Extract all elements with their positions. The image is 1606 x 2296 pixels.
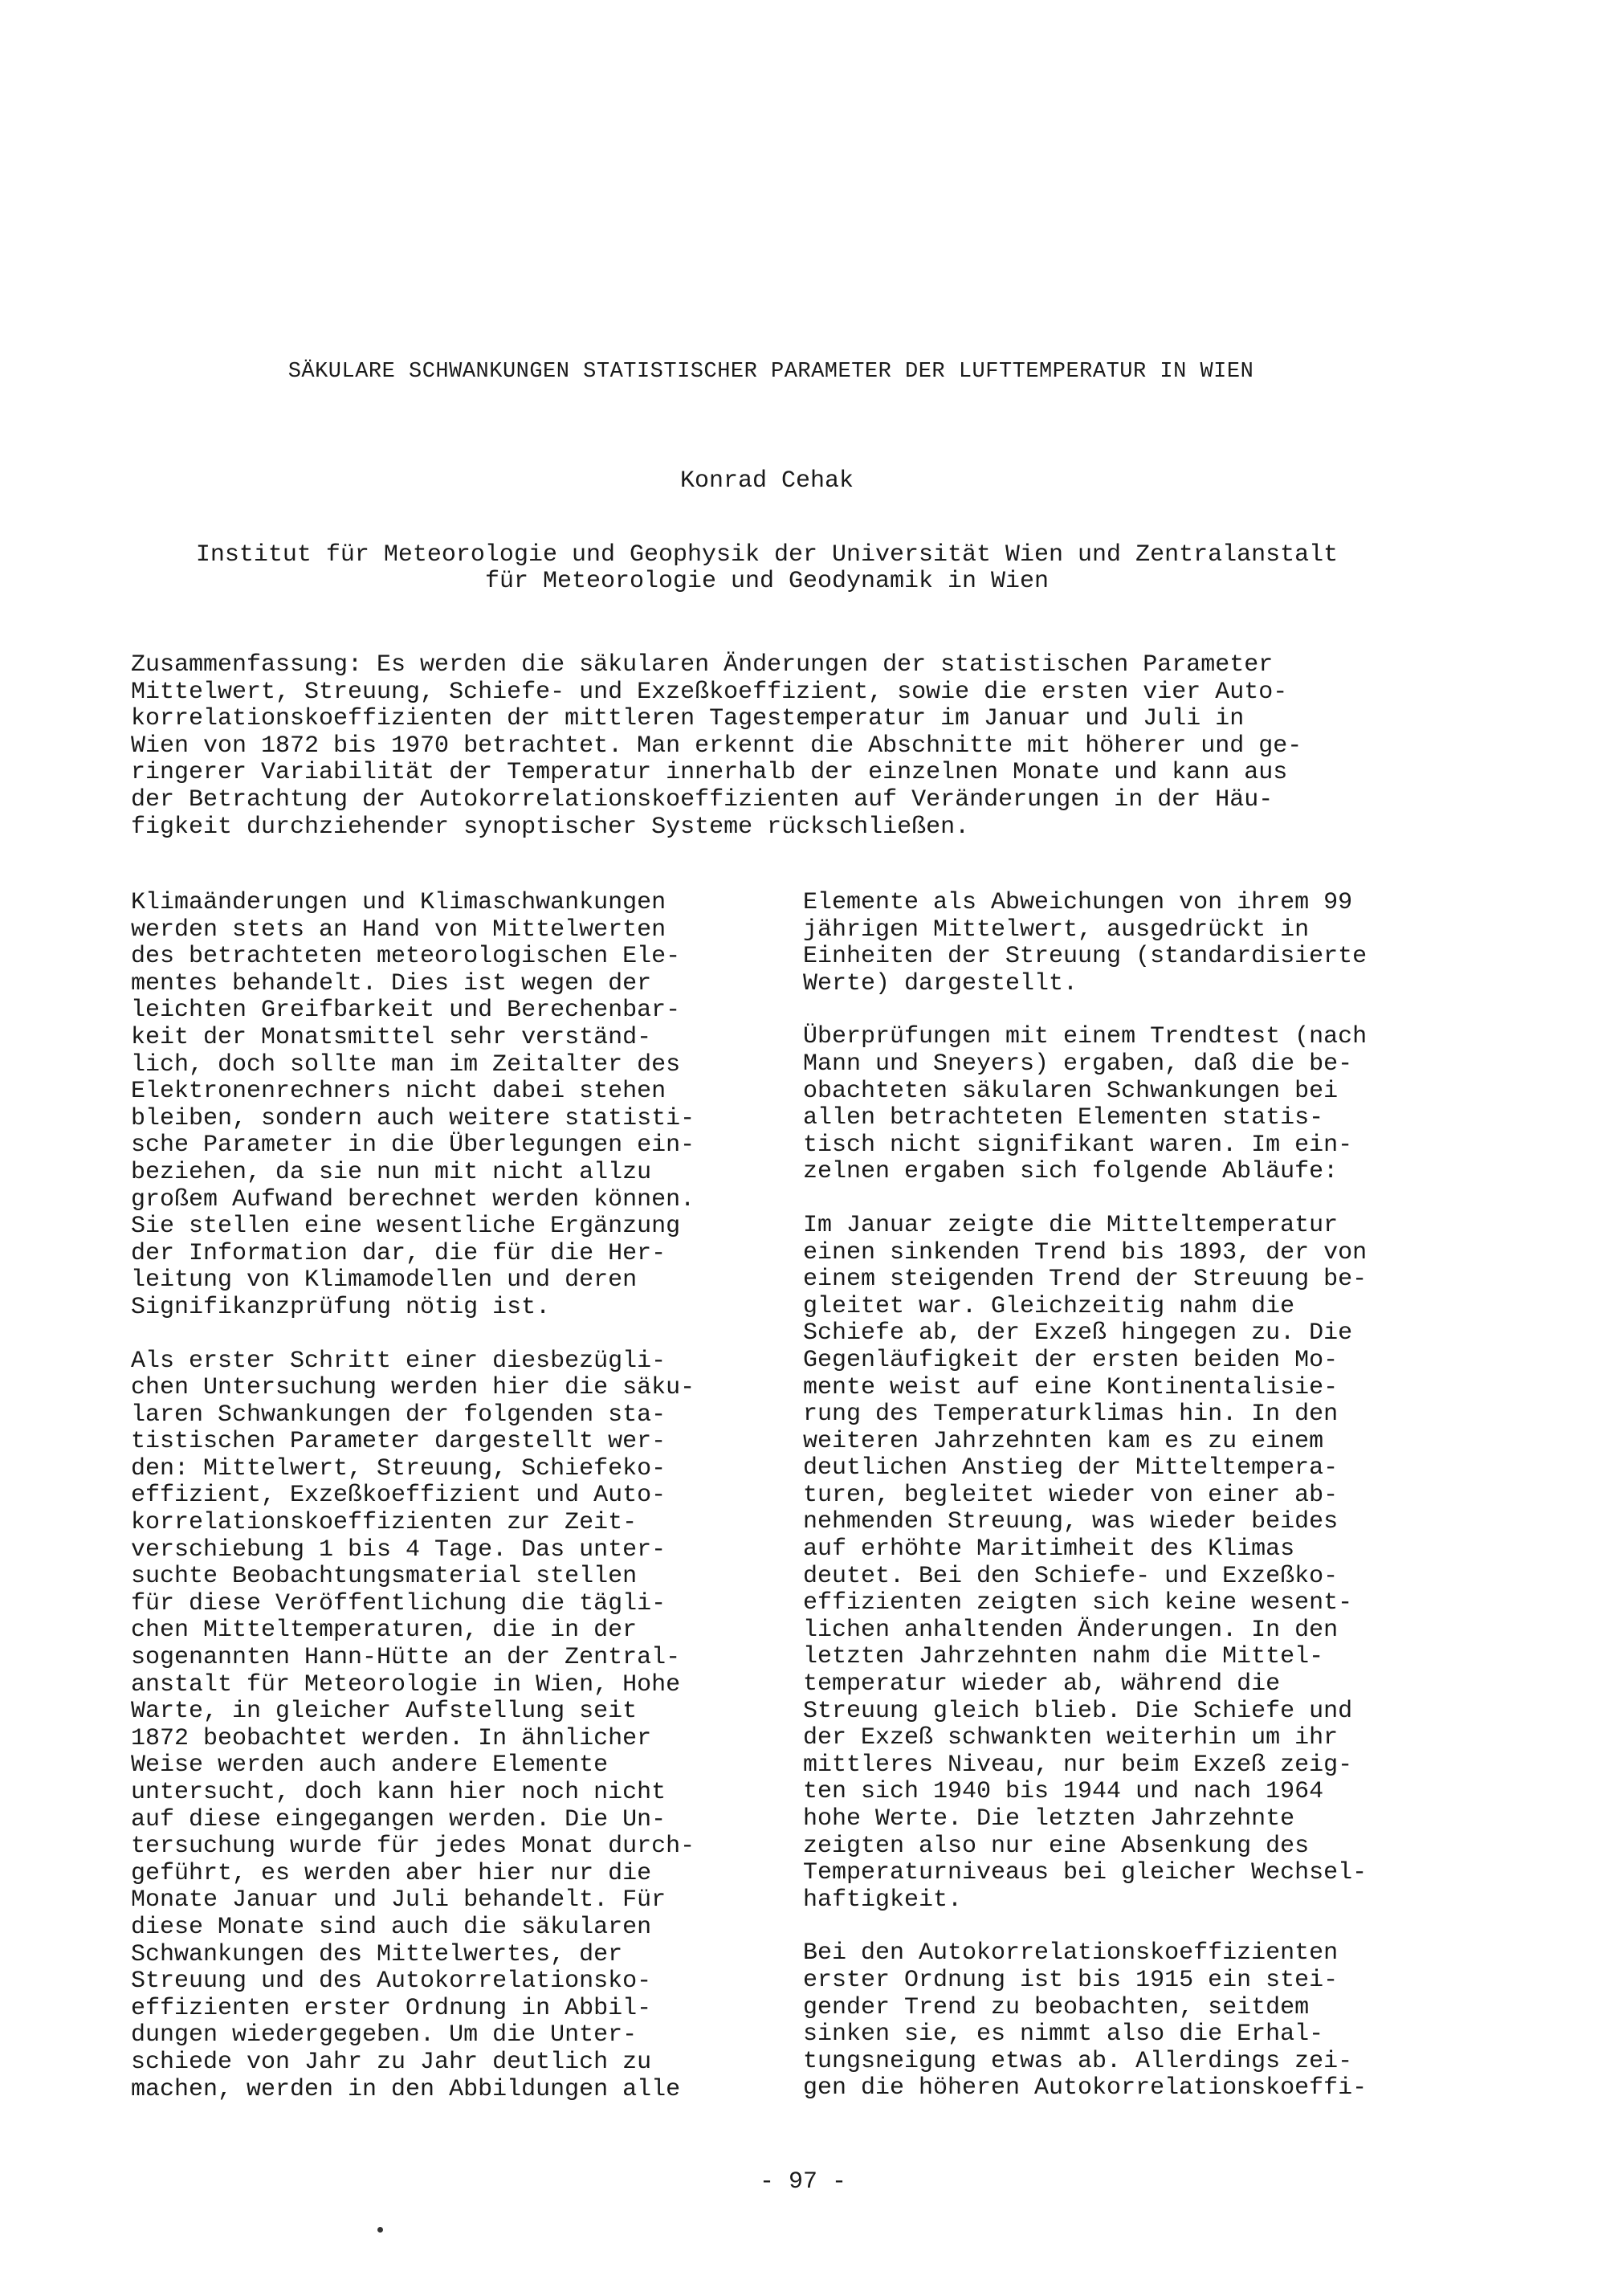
text-line: Elektronenrechners nicht dabei stehen [131,1078,666,1106]
affiliation-line: für Meteorologie und Geodynamik in Wien [484,568,1050,595]
text-line: gender Trend zu beobachten, seitdem [803,1993,1310,2021]
text-line: lichen anhaltenden Änderungen. In den [803,1616,1339,1644]
left_column-paragraph [131,1348,757,2104]
text-line: weiteren Jahrzehnten kam es zu einem [803,1427,1324,1455]
abstract [131,652,1496,841]
text-line: temperatur wieder ab, während die [803,1670,1281,1699]
text-line: zelnen ergaben sich folgende Abläufe: [803,1158,1339,1186]
text-line: großem Aufwand berechnet werden können. [131,1185,695,1213]
abstract-line: ringerer Variabilität der Temperatur innerhalb der einzelnen Monate und kann aus [131,759,1288,787]
affiliation [88,542,1445,595]
text-line: nehmenden Streuung, was wieder beides [803,1508,1339,1536]
text-line: auf erhöhte Maritimheit des Klimas [803,1535,1295,1564]
text-line: verschiebung 1 bis 4 Tage. Das unter- [131,1535,666,1564]
text-line: leitung von Klimamodellen und deren [131,1266,638,1295]
text-line: Schwankungen des Mittelwertes, der [131,1940,623,1968]
text-line: deutlichen Anstieg der Mitteltempera- [803,1454,1339,1482]
text-line: Streuung gleich blieb. Die Schiefe und [803,1697,1353,1725]
text-line: Einheiten der Streuung (standardisierte [803,943,1368,971]
text-line: sinken sie, es nimmt also die Erhal- [803,2021,1324,2049]
text-line: Elemente als Abweichungen von ihrem 99 [803,889,1353,916]
text-line: tistischen Parameter dargestellt wer- [131,1428,666,1456]
text-line: sogenannten Hann-Hütte an der Zentral- [131,1644,681,1672]
text-line: anstalt für Meteorologie in Wien, Hohe [131,1670,681,1699]
text-line: turen, begleitet wieder von einer ab- [803,1481,1339,1509]
text-line: den: Mittelwert, Streuung, Schiefeko- [131,1454,666,1482]
abstract-line: Wien von 1872 bis 1970 betrachtet. Man erkennt die Abschnitte mit höherer und ge- [131,732,1302,760]
abstract-line: Zusammenfassung: Es werden die säkularen Änderungen der statistischen Parameter [131,651,1274,679]
right_column-paragraph [803,1213,1445,1914]
text-line: Sie stellen eine wesentliche Ergänzung [131,1213,681,1241]
text-line: leichten Greifbarkeit und Berechenbar- [131,997,681,1025]
text-line: untersucht, doch kann hier noch nicht [131,1779,666,1806]
text-line: ten sich 1940 bis 1944 und nach 1964 [803,1778,1324,1806]
text-line: Schiefe ab, der Exzeß hingegen zu. Die [803,1319,1353,1348]
text-line: erster Ordnung ist bis 1915 ein stei- [803,1966,1339,1994]
text-line: für diese Veröffentlichung die tägli- [131,1589,666,1617]
abstract-line: korrelationskoeffizienten der mittleren Tagestemperatur im Januar und Juli in [131,705,1245,733]
text-line: Mann und Sneyers) ergaben, daß die be- [803,1050,1353,1078]
text-line: einen sinkenden Trend bis 1893, der von [803,1238,1368,1266]
text-line: gen die höheren Autokorrelationskoeffi- [803,2074,1368,2102]
text-line: auf diese eingegangen werden. Die Un- [131,1805,666,1833]
affiliation-line: Institut für Meteorologie und Geophysik der Universität Wien und Zentralanstalt [195,541,1339,569]
text-line: Klimaänderungen und Klimaschwankungen [131,889,666,916]
text-line: mente weist auf eine Kontinentalisie- [803,1373,1339,1401]
left-column [131,890,757,2130]
text-line: einem steigenden Trend der Streuung be- [803,1266,1368,1294]
text-line: gleitet war. Gleichzeitig nahm die [803,1292,1295,1320]
text-line: mittleres Niveau, nur beim Exzeß zeig- [803,1751,1353,1779]
text-line: haftigkeit. [803,1886,963,1914]
right_column-paragraph [803,1024,1445,1186]
text-line: hohe Werte. Die letzten Jahrzehnte [803,1805,1295,1833]
text-line: bleiben, sondern auch weitere statisti- [131,1104,695,1132]
text-line: der Exzeß schwankten weiterhin um ihr [803,1724,1339,1752]
text-line: keit der Monatsmittel sehr verständ- [131,1023,652,1051]
abstract-line: der Betrachtung der Autokorrelationskoeffizienten auf Veränderungen in der Häu- [131,785,1274,814]
text-line: effizienten zeigten sich keine wesent- [803,1589,1353,1617]
abstract-line: figkeit durchziehender synoptischer Systeme rückschließen. [131,813,970,841]
text-line: Monate Januar und Juli behandelt. Für [131,1886,666,1915]
text-line: deutet. Bei den Schiefe- und Exzeßko- [803,1562,1339,1590]
text-line: Gegenläufigkeit der ersten beiden Mo- [803,1346,1339,1374]
scan-speck [377,2227,383,2233]
text-line: werden stets an Hand von Mittelwerten [131,916,666,944]
text-line: Signifikanzprüfung nötig ist. [131,1293,551,1321]
page-number: - 97 - [759,2168,847,2196]
right_column-paragraph [803,890,1445,997]
text-line: Als erster Schritt einer diesbezügli- [131,1347,666,1375]
text-line: suchte Beobachtungsmaterial stellen [131,1563,638,1591]
text-line: letzten Jahrzehnten nahm die Mittel- [803,1643,1324,1671]
text-line: Warte, in gleicher Aufstellung seit [131,1698,638,1726]
text-line: allen betrachteten Elementen statis- [803,1104,1324,1132]
text-line: tisch nicht signifikant waren. Im ein- [803,1131,1353,1159]
text-line: jährigen Mittelwert, ausgedrückt in [803,916,1310,944]
text-line: sche Parameter in die Überlegungen ein- [131,1132,695,1160]
text-line: Streuung und des Autokorrelationsko- [131,1968,652,1996]
text-line: effizient, Exzeßkoeffizient und Auto- [131,1482,666,1510]
text-line: chen Untersuchung werden hier die säku- [131,1374,695,1402]
text-line: des betrachteten meteorologischen Ele- [131,943,681,971]
text-line: beziehen, da sie nun mit nicht allzu [131,1158,652,1186]
text-line: 1872 beobachtet werden. In ähnlicher [131,1724,652,1752]
paper-title: SÄKULARE SCHWANKUNGEN STATISTISCHER PARAMETER DER LUFTTEMPERATUR IN WIEN [287,360,1254,384]
right-column [803,890,1445,2129]
text-line: der Information dar, die für die Her- [131,1239,666,1267]
text-line: geführt, es werden aber hier nur die [131,1859,652,1887]
text-line: rung des Temperaturklimas hin. In den [803,1401,1339,1429]
text-line: diese Monate sind auch die säkularen [131,1913,652,1941]
text-line: lich, doch sollte man im Zeitalter des [131,1050,681,1079]
text-line: korrelationskoeffizienten zur Zeit- [131,1509,638,1537]
text-line: tungsneigung etwas ab. Allerdings zei- [803,2047,1353,2075]
text-line: Werte) dargestellt. [803,969,1078,997]
author-name: Konrad Cehak [679,467,854,495]
text-line: Temperaturniveaus bei gleicher Wechsel- [803,1859,1368,1887]
text-line: mentes behandelt. Dies ist wegen der [131,969,652,997]
abstract-line: Mittelwert, Streuung, Schiefe- und Exzeßkoeffizient, sowie die ersten vier Auto- [131,678,1288,706]
text-line: Überprüfungen mit einem Trendtest (nach [803,1023,1368,1051]
text-line: chen Mitteltemperaturen, die in der [131,1617,638,1645]
text-line: Im Januar zeigte die Mitteltemperatur [803,1211,1339,1239]
text-line: Bei den Autokorrelationskoeffizienten [803,1939,1339,1968]
text-line: dungen wiedergegeben. Um die Unter- [131,2021,638,2049]
text-line: tersuchung wurde für jedes Monat durch- [131,1833,695,1861]
text-line: laren Schwankungen der folgenden sta- [131,1401,666,1429]
text-line: effizienten erster Ordnung in Abbil- [131,1994,652,2022]
text-line: Weise werden auch andere Elemente [131,1752,609,1780]
left_column-paragraph [131,890,757,1322]
text-line: schiede von Jahr zu Jahr deutlich zu [131,2048,652,2076]
right_column-paragraph [803,1940,1445,2102]
text-line: zeigten also nur eine Absenkung des [803,1832,1310,1860]
text-line: machen, werden in den Abbildungen alle [131,2075,681,2103]
text-line: obachteten säkularen Schwankungen bei [803,1077,1339,1105]
